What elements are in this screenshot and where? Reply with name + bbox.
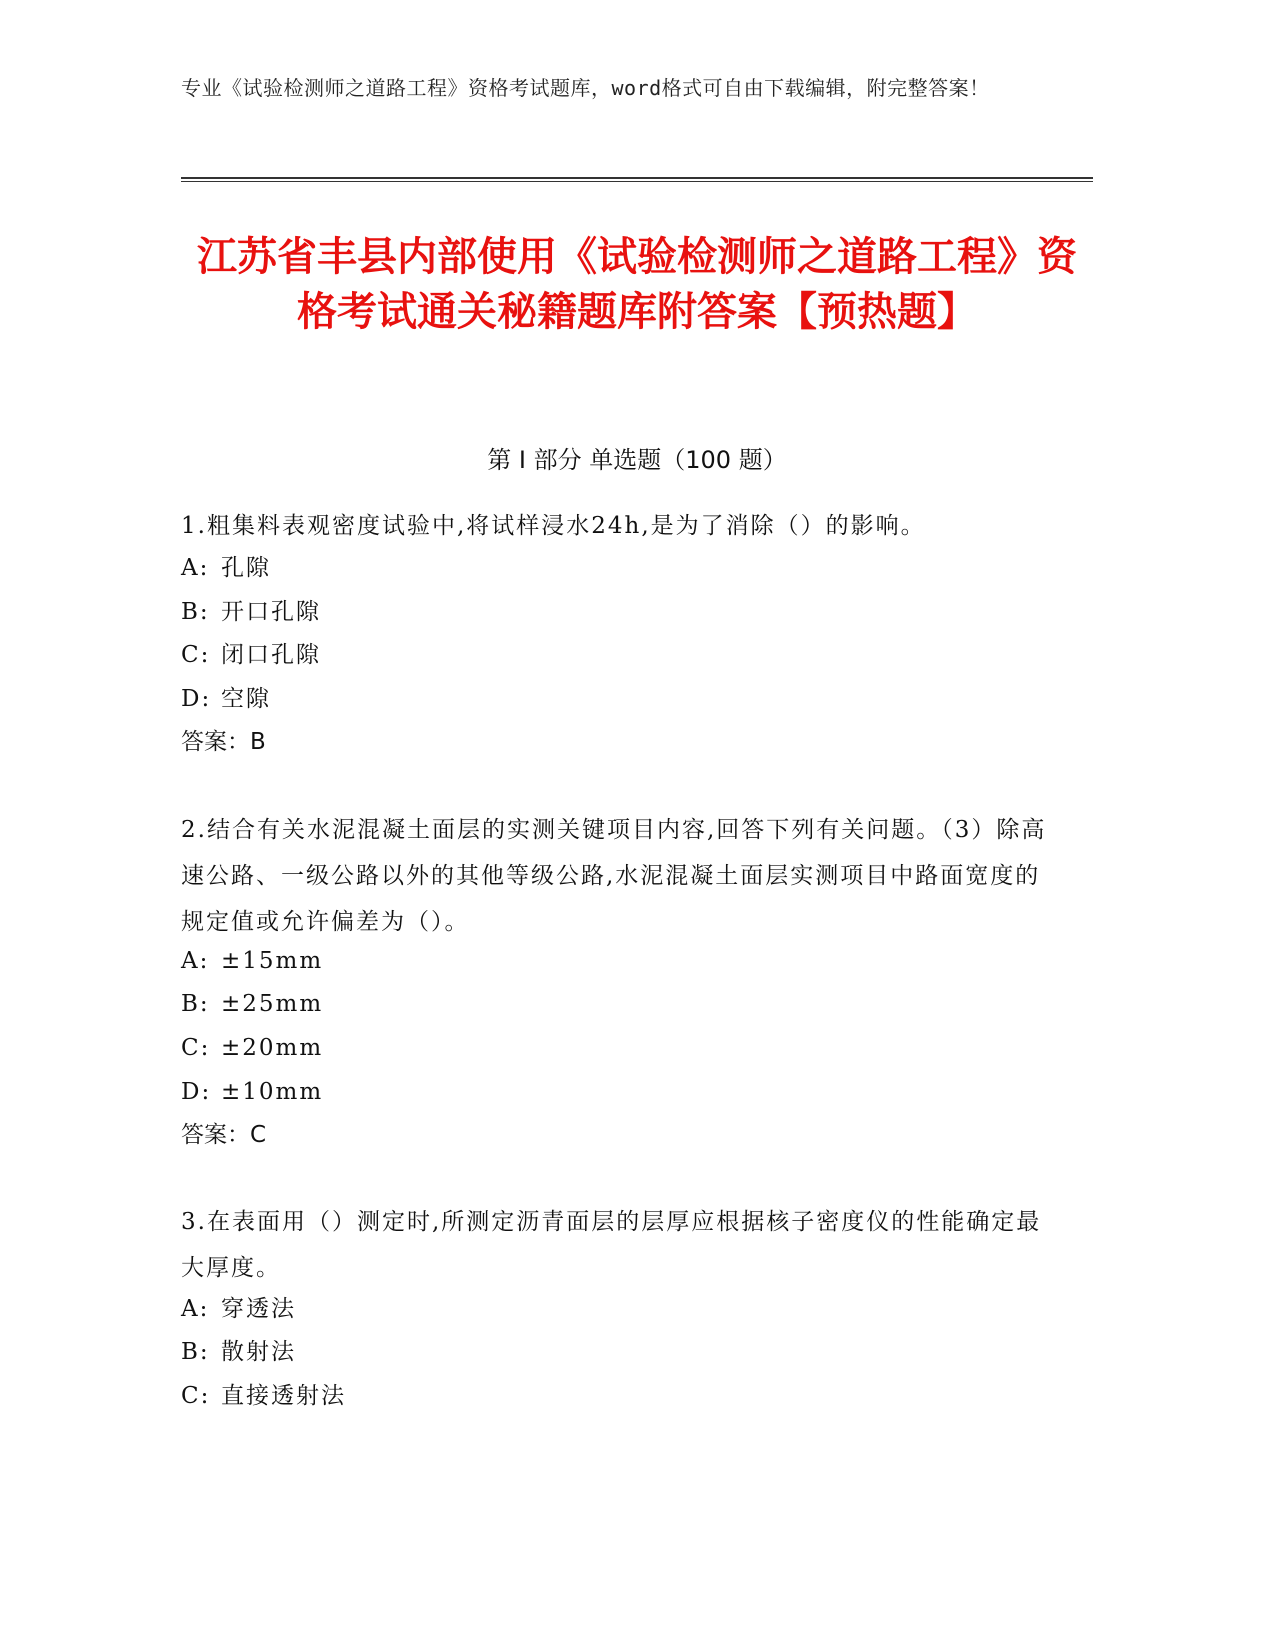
option-text: ±20mm: [221, 1035, 324, 1061]
option-letter: A:: [181, 948, 210, 974]
question-2-answer: 答案：C: [181, 1122, 267, 1148]
header-divider-thick: [181, 177, 1093, 179]
section-title: 第 I 部分 单选题（100 题）: [487, 446, 787, 474]
option-letter: C:: [181, 1035, 211, 1061]
header-divider-thin: [181, 181, 1093, 182]
question-1-option-a: [181, 552, 981, 584]
option-text: 直接透射法: [221, 1383, 346, 1409]
question-1-answer: 答案：B: [181, 729, 266, 755]
option-letter: D:: [181, 1079, 212, 1105]
option-letter: B:: [181, 599, 210, 625]
option-text: ±15mm: [221, 948, 324, 974]
option-letter: C:: [181, 1383, 211, 1409]
question-1-option-b: [181, 596, 981, 628]
option-text: 空隙: [221, 686, 271, 712]
option-letter: C:: [181, 642, 211, 668]
question-2-option-b: [181, 988, 981, 1020]
question-2-text: 2.结合有关水泥混凝土面层的实测关键项目内容,回答下列有关问题。（3）除高速公路、一级公路以外的其他等级公路,水泥混凝土面层实测项目中路面宽度的规定值或允许偏差为（）。: [181, 817, 1047, 935]
option-text: 穿透法: [221, 1296, 296, 1322]
question-1-option-d: [181, 683, 981, 715]
header-note: 专业《试验检测师之道路工程》资格考试题库，word格式可自由下载编辑，附完整答案！: [181, 76, 990, 100]
option-text: 孔隙: [221, 555, 271, 581]
question-3-option-c: [181, 1380, 981, 1412]
option-text: ±25mm: [221, 991, 324, 1017]
question-2-option-d: [181, 1076, 981, 1108]
option-text: 开口孔隙: [221, 599, 321, 625]
document-title: 江苏省丰县内部使用《试验检测师之道路工程》资格考试通关秘籍题库附答案【预热题】: [197, 234, 1077, 335]
question-3-option-b: [181, 1336, 981, 1368]
option-letter: B:: [181, 991, 210, 1017]
option-text: 散射法: [221, 1339, 296, 1365]
question-3-option-a: [181, 1293, 981, 1325]
option-letter: D:: [181, 686, 212, 712]
question-1-option-c: [181, 639, 981, 671]
option-letter: A:: [181, 1296, 210, 1322]
question-3-text: 3.在表面用（）测定时,所测定沥青面层的层厚应根据核子密度仪的性能确定最大厚度。: [181, 1209, 1042, 1281]
question-2-option-c: [181, 1032, 981, 1064]
question-2-option-a: [181, 945, 981, 977]
option-letter: A:: [181, 555, 210, 581]
option-text: 闭口孔隙: [221, 642, 321, 668]
option-text: ±10mm: [221, 1079, 324, 1105]
option-letter: B:: [181, 1339, 210, 1365]
question-1-text: 1.粗集料表观密度试验中,将试样浸水24h,是为了消除（）的影响。: [181, 513, 926, 539]
